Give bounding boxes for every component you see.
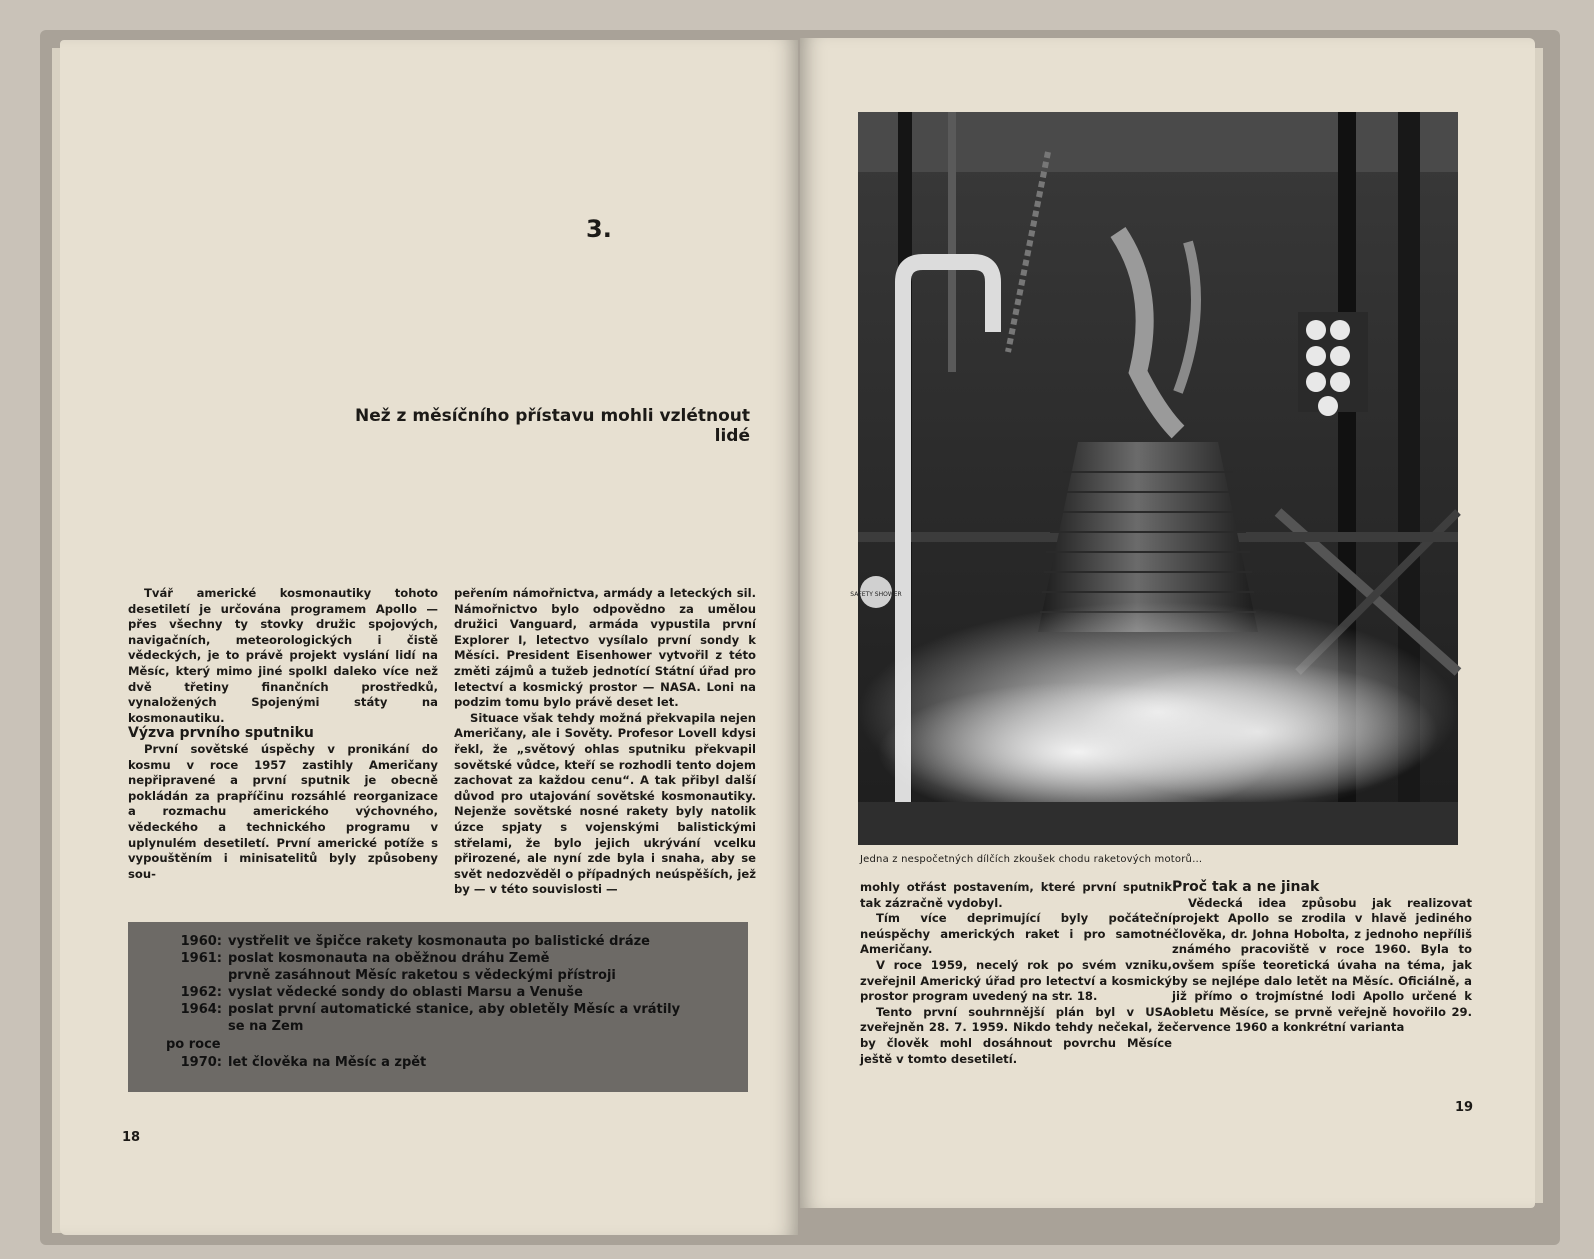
chapter-number: 3. bbox=[586, 215, 612, 243]
timeline-row: se na Zem bbox=[228, 1019, 304, 1034]
paragraph: První sovětské úspěchy v pronikání do kosmu v roce 1957 zastihly Američany nepřipravené a první sputnik je obecně pokládán za prapříčinu rozsáhlé reorganizace a rozmachu amerického výchovného, vědeckého a technického programu v uplynulém desetiletí. První americké potíže s vypouštěním i minisatelitů byly způsobeny sou- bbox=[128, 741, 438, 881]
right-column-1 bbox=[860, 880, 1172, 1067]
paragraph: V roce 1959, necelý rok po svém vzniku, zveřejnil Americký úřad pro letectví a kosmický prostor program uvedený na str. 18. bbox=[860, 957, 1172, 1004]
paragraph: Tím více deprimující byly počáteční neúspěchy amerických raket i pro samotné Američany. bbox=[860, 911, 1172, 957]
photo-caption: Jedna z nespočetných dílčích zkoušek chodu raketových motorů… bbox=[860, 854, 1203, 865]
paragraph: Tvář americké kosmonautiky tohoto desetiletí je určována programem Apollo — přes všechny ty stovky družic spojových, navigačních, meteorologických i čistě vědeckých, je to právě projekt vyslání lidí na Měsíc, který mimo jiné spolkl daleko více než dvě třetiny finančních prostředků, vynaložených Spojenými státy na kosmonautiku. bbox=[128, 586, 438, 725]
left-column-1 bbox=[128, 586, 438, 882]
timeline-row: prvně zasáhnout Měsíc raketou s vědeckými přístroji bbox=[228, 968, 616, 983]
chapter-title: Než z měsíčního přístavu mohli vzlétnout lidé bbox=[354, 406, 750, 446]
timeline-row: 1970: let člověka na Měsíc a zpět bbox=[180, 1055, 427, 1070]
right-page bbox=[800, 38, 1535, 1208]
paragraph: peřením námořnictva, armády a leteckých sil. Námořnictvo bylo odpovědno za umělou družici Vanguard, armáda vypustila první Explorer I, letectvo vysílalo první sondy k Měsíci. President Eisenhower vytvořil z této změti zájmů a tužeb jednotící Státní úřad pro letectví a kosmický prostor — NASA. Loni na podzim tomu bylo právě deset let. bbox=[454, 586, 756, 710]
timeline-row: 1962: vyslat vědecké sondy do oblasti Marsu a Venuše bbox=[180, 985, 583, 1000]
timeline-row: 1961: poslat kosmonauta na oběžnou dráhu Země bbox=[180, 951, 550, 966]
timeline-box bbox=[128, 922, 748, 1092]
rocket-engine-photo bbox=[850, 112, 1458, 845]
paragraph: Vědecká idea způsobu jak realizovat projekt Apollo se zrodila v hlavě jediného člověka, dr. Johna Hobolta, z jednoho nepříliš známého pracoviště v roce 1960. Byla to ovšem spíše teoretická úvaha na téma, jak by se nejlépe dalo letět na Měsíc. Oficiálně, a již přímo o trojmístné lodi Apollo určené k obletu Měsíce, se prvně veřejně hovořilo 29. července 1960 a konkrétní varianta bbox=[1172, 895, 1472, 1035]
page-number: 18 bbox=[122, 1130, 141, 1145]
right-column-2 bbox=[1172, 880, 1472, 1036]
timeline-row: 1960: vystřelit ve špičce rakety kosmonauta po balistické dráze bbox=[180, 934, 650, 949]
rocket-engine-illustration bbox=[850, 112, 1458, 845]
timeline-row: po roce bbox=[166, 1037, 221, 1052]
page-number: 19 bbox=[1455, 1100, 1474, 1115]
paragraph: Tento první souhrnnější plán byl v USA zveřejněn 28. 7. 1959. Nikdo tehdy nečekal, že by člověk mohl dosáhnout povrchu Měsíce ještě v tomto desetiletí. bbox=[860, 1004, 1172, 1066]
timeline-row: 1964: poslat první automatické stanice, aby obletěly Měsíc a vrátily bbox=[180, 1002, 681, 1017]
left-column-2 bbox=[454, 586, 756, 898]
section-heading: Proč tak a ne jinak bbox=[1172, 879, 1320, 895]
paragraph: Situace však tehdy možná překvapila nejen Američany, ale i Sověty. Profesor Lovell kdysi řekl, že „světový ohlas sputniku překvapil sovětské vůdce, kteří se rozhodli tento dojem zachovat za každou cenu“. A tak přibyl další důvod pro utajování sovětské kosmonautiky. Nejenže sovětské nosné rakety byly natolik úzce spjaty s vojenskými balistickými střelami, že bylo jejich ukrývání vcelku přirozené, ale nyní zde byla i snaha, aby se svět nedozvěděl o případných neúspěších, jež by — v této souvislosti — bbox=[454, 710, 756, 897]
left-page bbox=[60, 40, 798, 1235]
safety-shower-sign: SAFETY SHOWER bbox=[850, 591, 902, 598]
section-heading: Výzva prvního sputniku bbox=[128, 725, 314, 742]
paragraph: mohly otřást postavením, které první sputnik tak zázračně vydobyl. bbox=[860, 880, 1172, 910]
